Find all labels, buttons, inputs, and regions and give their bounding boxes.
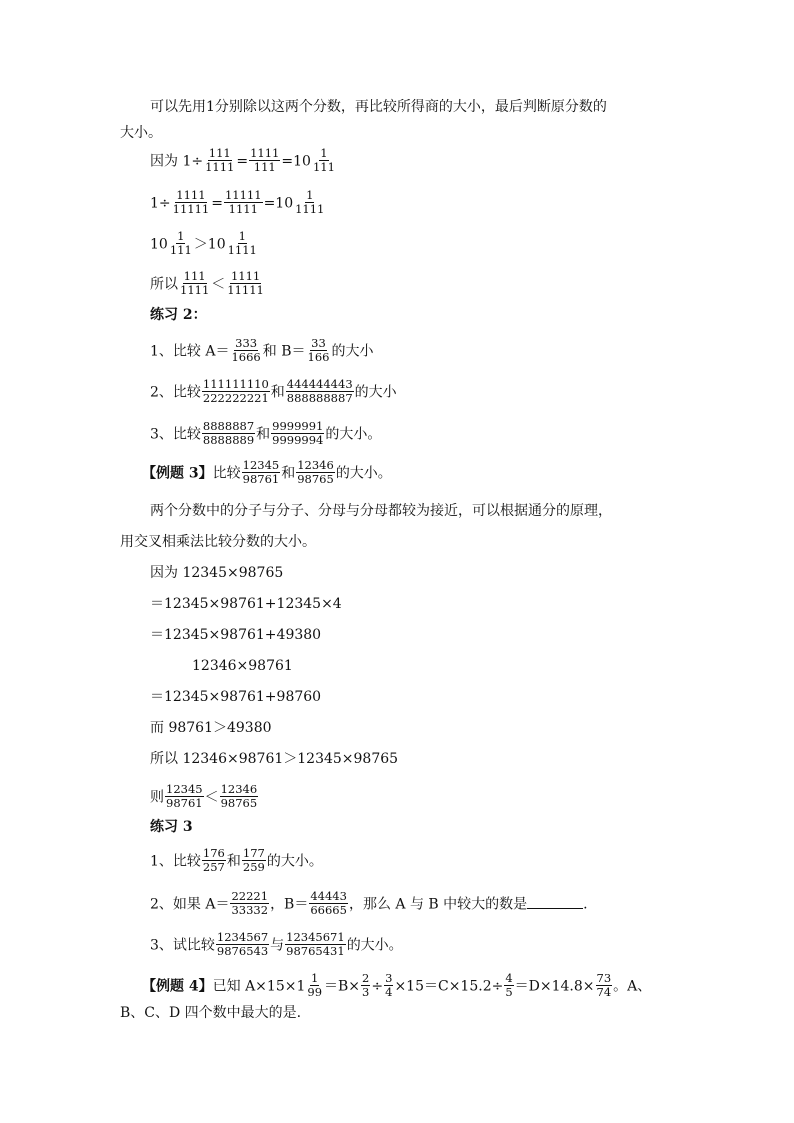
fraction: $\frac{73}{74}$ [596,971,612,999]
section-heading: 练习 3 [150,819,193,835]
fraction: $\frac{8888887}{8888889}$ [202,419,255,447]
example-3-heading: 【例题 3】比较 $\frac{12345}{98761}$ 和 $\frac{12346}{98765}$ 的大小。 [142,458,392,486]
fraction: $\frac{1}{111}$ [312,146,335,174]
fraction: $\frac{1}{1111}$ [227,229,257,257]
fraction: $\frac{444444443}{888888887}$ [286,377,353,405]
fraction: $\frac{12346}{98765}$ [297,458,334,486]
formula-line: 则 $\frac{12345}{98761}$ ＜ $\frac{12346}{98765}$ [150,782,258,810]
text-line: 用交叉相乘法比较分数的大小。 [120,534,316,550]
text-line: 大小。 [120,125,162,141]
fraction: $\frac{2}{3}$ [362,971,370,999]
fraction: $\frac{176}{257}$ [202,846,225,874]
fraction: $\frac{1111}{11111}$ [227,269,264,297]
example-label: 【例题 4】 [142,978,213,995]
fraction: $\frac{177}{259}$ [242,846,265,874]
example-4-heading: 【例题 4】已知 A×15×1 $\frac{1}{99}$ ＝B× $\frac{2}{3}$ ÷ $\frac{3}{4}$ ×15＝C×15.2÷ $\frac{4}{5}$ ＝D×14.8× $\frac{73}{74}$ 。A、 [142,971,652,999]
fraction: $\frac{1234567}{9876543}$ [216,930,269,958]
example-label: 【例题 3】 [142,465,213,482]
fraction: $\frac{3}{4}$ [385,971,393,999]
fraction: $\frac{1111}{111}$ [250,146,280,174]
exercise-item: 3、比较 $\frac{8888887}{8888889}$ 和 $\frac{9999991}{9999994}$ 的大小。 [150,419,382,447]
calc-line: 所以 12346×98761＞12345×98765 [150,751,399,767]
exercise-item: 1、比较 A＝ $\frac{333}{1666}$ 和 B＝ $\frac{33}{166}$ 的大小 [150,336,374,364]
exercise-item: 3、试比较 $\frac{1234567}{9876543}$ 与 $\frac{12345671}{98765431}$ 的大小。 [150,930,403,958]
formula-line: 1÷ $\frac{1111}{11111}$ = $\frac{11111}{1111}$ =10 $\frac{1}{1111}$ [150,188,325,216]
calc-line: ＝12345×98761+49380 [150,627,322,643]
fraction: $\frac{9999991}{9999994}$ [272,419,324,447]
exercise-item: 2、如果 A＝ $\frac{22221}{33332}$ ，B＝ $\frac{44443}{66665}$ ，那么 A 与 B 中较大的数是 . [150,889,588,917]
fraction: $\frac{1}{111}$ [169,229,192,257]
calc-line: ＝12345×98761+12345×4 [150,596,342,612]
answer-blank [527,894,583,909]
fraction: $\frac{111111110}{222222221}$ [202,377,269,405]
formula-line: 因为 1÷ $\frac{111}{1111}$ = $\frac{1111}{111}$ =10 $\frac{1}{111}$ [150,146,335,174]
text-line: 可以先用1分别除以这两个分数，再比较所得商的大小，最后判断原分数的 [150,99,607,115]
calc-line: 而 98761＞49380 [150,720,272,736]
exercise-item: 2、比较 $\frac{111111110}{222222221}$ 和 $\frac{444444443}{888888887}$ 的大小 [150,377,397,405]
fraction: $\frac{12346}{98765}$ [220,782,258,810]
fraction: $\frac{111}{1111}$ [180,269,210,297]
fraction: $\frac{33}{166}$ [307,336,330,364]
exercise-item: 1、比较 $\frac{176}{257}$ 和 $\frac{177}{259}$ 的大小。 [150,846,323,874]
fraction: $\frac{12345}{98761}$ [242,458,280,486]
text-line: B、C、D 四个数中最大的是. [120,1005,302,1021]
calc-line: 因为 12345×98765 [150,565,284,581]
fraction: $\frac{22221}{33332}$ [231,889,269,917]
fraction: $\frac{1}{99}$ [307,971,323,999]
fraction: $\frac{11111}{1111}$ [224,188,262,216]
section-heading: 练习 2： [150,307,207,323]
fraction: $\frac{44443}{66665}$ [310,889,347,917]
fraction: $\frac{12345}{98761}$ [166,782,203,810]
fraction: $\frac{1111}{11111}$ [172,188,210,216]
text-line: 两个分数中的分子与分子、分母与分母都较为接近，可以根据通分的原理， [150,503,612,519]
formula-line: 所以 $\frac{111}{1111}$ ＜ $\frac{1111}{11111}$ [150,269,264,297]
fraction: $\frac{111}{1111}$ [205,146,235,174]
calc-line: 12346×98761 [192,658,293,674]
fraction: $\frac{12345671}{98765431}$ [286,930,345,958]
fraction: $\frac{333}{1666}$ [231,336,261,364]
fraction: $\frac{4}{5}$ [505,971,513,999]
calc-line: ＝12345×98761+98760 [150,689,322,705]
formula-line: 10 $\frac{1}{111}$ ＞10 $\frac{1}{1111}$ [150,229,257,257]
fraction: $\frac{1}{1111}$ [295,188,325,216]
